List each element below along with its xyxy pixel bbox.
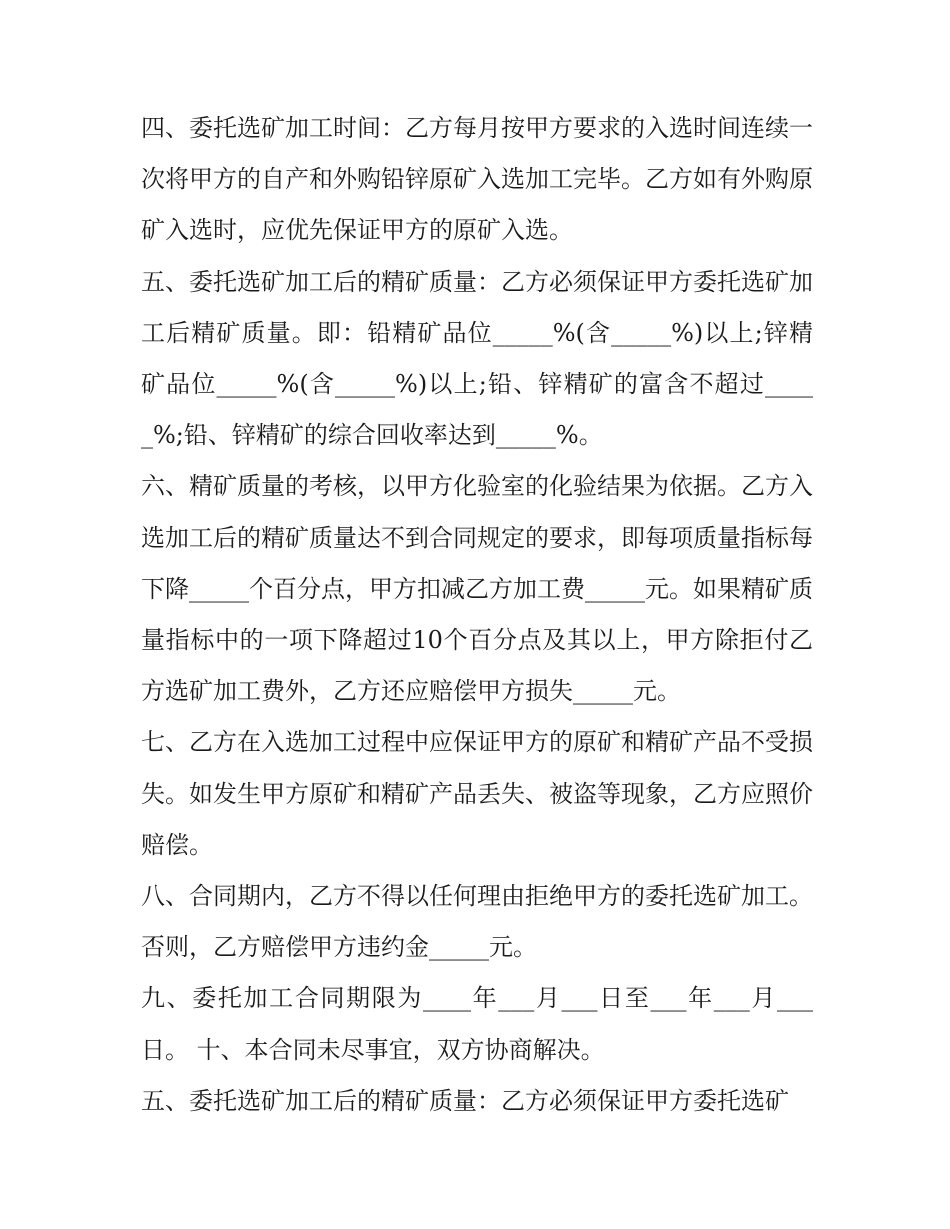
clause-6-quality-assessment: 六、精矿质量的考核，以甲方化验室的化验结果为依据。乙方入选加工后的精矿质量达不到合同规定的要求，即每项质量指标每下降_____个百分点，甲方扣减乙方加工费_____元。如果精矿质量指标中的一项下降超过10个百分点及其以上，甲方除拒付乙方选矿加工费外，乙方还应赔偿甲方损失_____元。 <box>141 472 813 706</box>
clause-4-processing-time: 四、委托选矿加工时间：乙方每月按甲方要求的入选时间连续一次将甲方的自产和外购铅锌原矿入选加工完毕。乙方如有外购原矿入选时，应优先保证甲方的原矿入选。 <box>141 114 813 245</box>
clause-5-repeated-partial: 五、委托选矿加工后的精矿质量：乙方必须保证甲方委托选矿 <box>141 1086 789 1115</box>
clause-7-loss-protection: 七、乙方在入选加工过程中应保证甲方的原矿和精矿产品不受损失。如发生甲方原矿和精矿产品丢失、被盗等现象，乙方应照价赔偿。 <box>141 728 813 859</box>
clause-5-concentrate-quality: 五、委托选矿加工后的精矿质量：乙方必须保证甲方委托选矿加工后精矿质量。即：铅精矿品位_____%(含_____%)以上;锌精矿品位_____%(含_____%)以上;铅、锌精矿的富含不超过_____%;铅、锌精矿的综合回收率达到_____%。 <box>141 267 813 450</box>
document-body <box>141 103 813 1127</box>
clause-9-contract-term: 九、委托加工合同期限为____年___月___日至___年___月___日。 十、本合同未尽事宜，双方协商解决。 <box>141 984 813 1064</box>
clause-8-no-refusal: 八、合同期内，乙方不得以任何理由拒绝甲方的委托选矿加工。否则，乙方赔偿甲方违约金_____元。 <box>141 882 813 962</box>
